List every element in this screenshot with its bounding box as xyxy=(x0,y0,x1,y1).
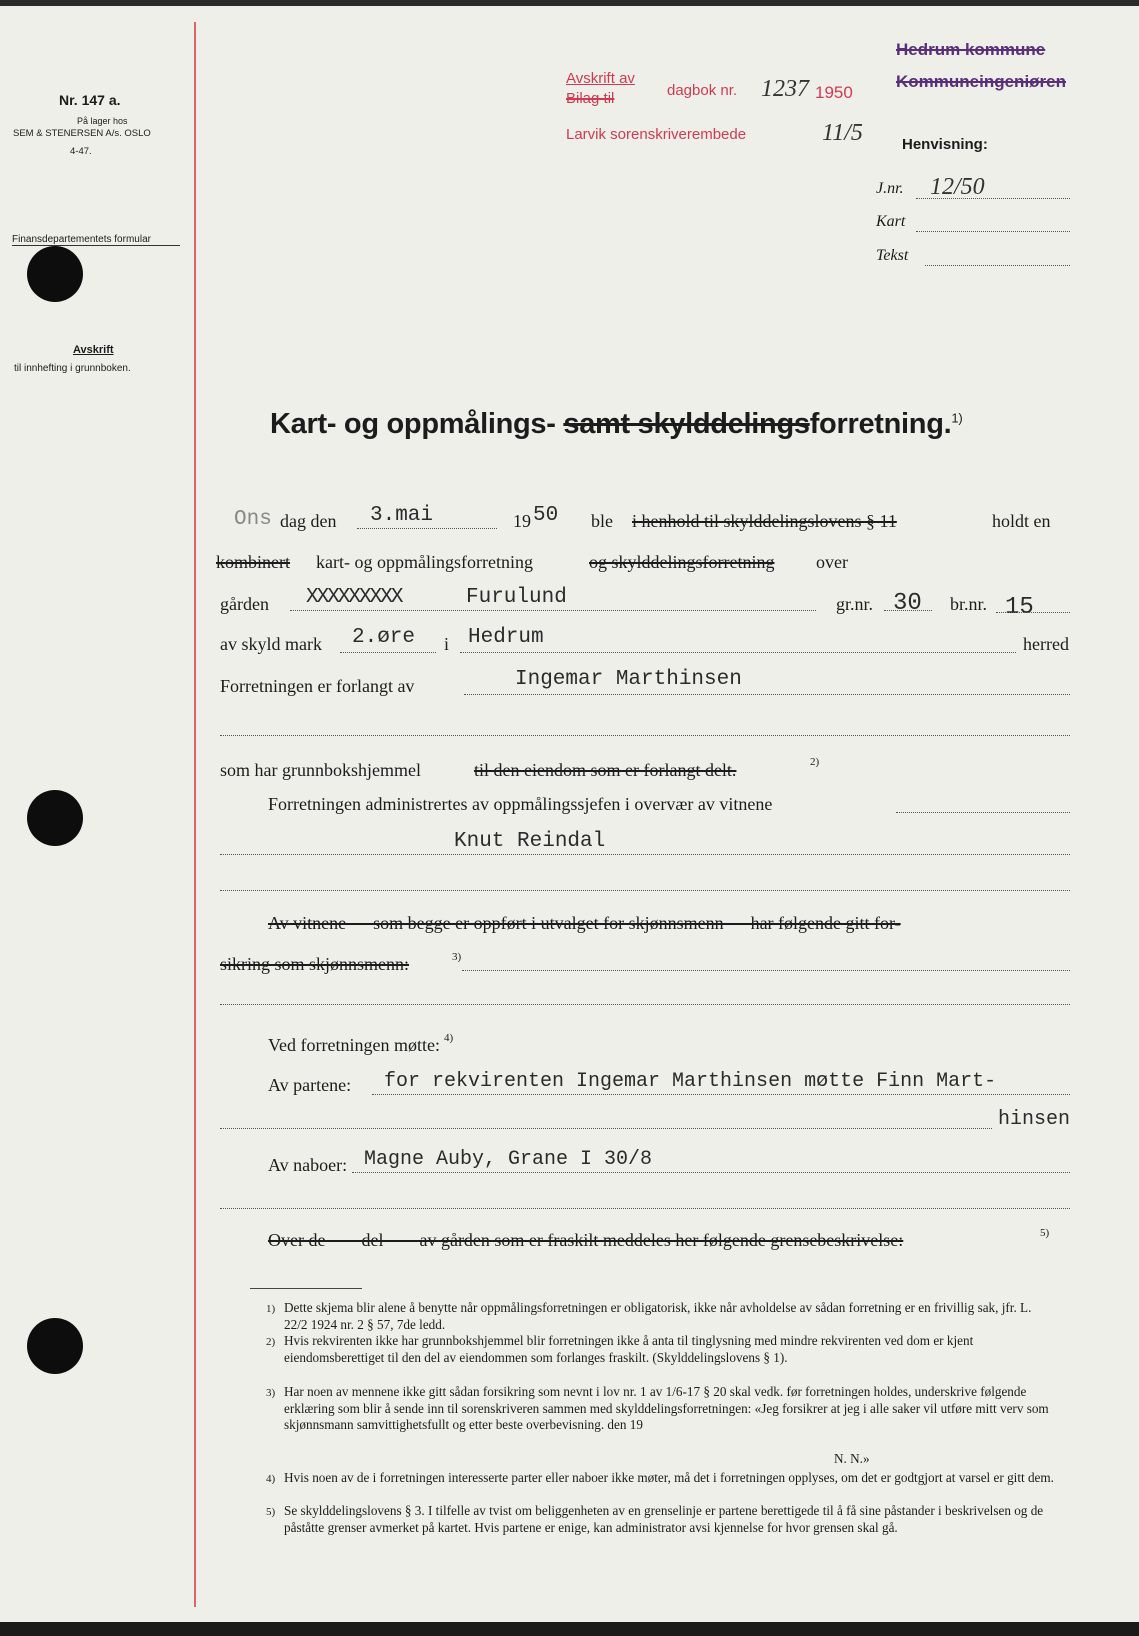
forlangt-label: Forretningen er forlangt av xyxy=(220,676,415,696)
skyld-value: 2.øre xyxy=(352,626,416,649)
brnr-value: 15 xyxy=(1005,594,1034,621)
year-prefix: 19 xyxy=(513,511,531,531)
brnr-label: br.nr. xyxy=(950,594,988,614)
struck-kombinert: kombinert xyxy=(216,552,290,572)
footnote-3-text: Har noen av mennene ikke gitt sådan forsikring som nevnt i lov nr. 1 av 1/6-17 § 20 skal vedk. før forretningen holdes, underskrive følgende erklæring som blir å sende inn til sorenskriveren sammen med skylddelingsforretningen: «Jeg forsikrer at jeg i alle saker vil utføre mitt verv som skjønnsmann samvittighetsfullt og etter beste overbevisning. den 19 xyxy=(284,1384,1049,1432)
grunnbok-struck: til den eiendom som er forlangt delt. xyxy=(474,760,737,780)
garden-label: gården xyxy=(220,594,269,614)
grnr-value: 30 xyxy=(893,590,922,617)
footnote-5-number: 5) xyxy=(266,1506,276,1518)
garden-xed-out: XXXXXXXXX xyxy=(306,586,402,609)
footnote-3-signature: N. N.» xyxy=(834,1451,870,1466)
year-suffix: 50 xyxy=(533,504,559,527)
kart-label: Kart xyxy=(876,213,906,230)
survey-type-label: kart- og oppmålingsforretning xyxy=(316,552,533,572)
motte-note: 4) xyxy=(444,1032,454,1044)
ministry-form-label: Finansdepartementets formular xyxy=(12,234,180,246)
stamp-dagbok-label: dagbok nr. xyxy=(667,82,738,99)
herred-label: herred xyxy=(1023,634,1069,654)
title-footnote-ref: 1) xyxy=(951,410,963,426)
footnote-4-text: Hvis noen av de i forretningen interesserte parter eller naboer ikke møter, må det i forretningen opplyses, om det er godtgjort at varsel er gitt dem. xyxy=(284,1470,1054,1485)
title-part-1: Kart- og oppmålings- xyxy=(270,408,556,440)
jnr-label: J.nr. xyxy=(876,180,904,197)
stamp-dagbok-year: 1950 xyxy=(815,83,853,102)
document-title xyxy=(270,408,962,441)
title-part-3: forretning. xyxy=(809,408,952,440)
i-label: i xyxy=(444,634,450,654)
forlangt-value: Ingemar Marthinsen xyxy=(515,668,742,691)
tekst-label: Tekst xyxy=(876,247,909,264)
date-value: 3.mai xyxy=(370,504,434,527)
naboer-value: Magne Auby, Grane I 30/8 xyxy=(364,1148,653,1171)
footnote-1-number: 1) xyxy=(266,1303,276,1315)
stamp-municipality: Hedrum kommune xyxy=(896,40,1046,59)
jnr-value: 12/50 xyxy=(930,174,985,200)
partene-value-continued: hinsen xyxy=(998,1108,1071,1131)
footnote-3-number: 3) xyxy=(266,1387,276,1399)
form-number: Nr. 147 a. xyxy=(59,92,121,108)
witness-value: Knut Reindal xyxy=(454,830,606,853)
punch-hole-bottom xyxy=(27,1318,83,1374)
grnr-label: gr.nr. xyxy=(836,594,874,614)
witness-paragraph-struck-1: Av vitnene — som begge er oppført i utvalget for skjønnsmenn — har følgende gitt for- xyxy=(268,913,901,933)
margin-rule xyxy=(194,22,196,1607)
stamp-dagbok-number: 1237 xyxy=(761,76,809,102)
title-struck-part: samt skylddelings xyxy=(563,408,810,440)
punch-hole-middle xyxy=(27,790,83,846)
stamp-engineer: Kommuneingeniøren xyxy=(896,72,1067,91)
grunnbok-label: som har grunnbokshjemmel xyxy=(220,760,421,780)
punch-hole-top xyxy=(27,246,83,302)
footnote-5-text: Se skylddelingslovens § 3. I tilfelle av tvist om beliggenheten av en grenselinje er partene berettigede til å få sine påstander i beskrivelsen og de påståtte grenser avmerket på kartet. Hvis partene er enige, kan administrator avsi kjennelse for hvor grensen skal gå. xyxy=(284,1503,1044,1535)
witness-paragraph-struck-2: sikring som skjønnsmenn: xyxy=(220,954,410,974)
stamp-office: Larvik sorenskriverembede xyxy=(566,126,747,143)
garden-value: Furulund xyxy=(466,586,567,609)
grunnbok-note: 2) xyxy=(810,756,820,768)
dag-den-label: dag den xyxy=(280,511,337,531)
witness-paragraph-note: 3) xyxy=(452,951,462,963)
herred-value: Hedrum xyxy=(468,626,544,649)
footnote-4-number: 4) xyxy=(266,1473,276,1485)
footnote-2-number: 2) xyxy=(266,1336,276,1348)
printer-line-1: På lager hos xyxy=(77,116,128,126)
motte-label: Ved forretningen møtte: xyxy=(268,1035,440,1055)
avskrift-subtitle: til innhefting i grunnboken. xyxy=(14,363,131,374)
struck-law-reference: i henhold til skylddelingslovens § 11 xyxy=(632,511,897,531)
page-bottom-edge xyxy=(0,1622,1139,1636)
stamp-avskrift-av: Avskrift av xyxy=(566,70,635,87)
reference-heading: Henvisning: xyxy=(902,136,988,153)
partene-label: Av partene: xyxy=(268,1075,352,1095)
boundary-description-note: 5) xyxy=(1040,1227,1050,1239)
skyld-label: av skyld mark xyxy=(220,634,322,654)
struck-skylddeling: og skylddelingsforretning xyxy=(589,552,775,572)
avskrift-heading: Avskrift xyxy=(73,344,114,356)
partene-value: for rekvirenten Ingemar Marthinsen møtte Finn Mart- xyxy=(384,1070,997,1093)
footnote-2-text: Hvis rekvirenten ikke har grunnbokshjemmel blir forretningen ikke å anta til tinglysning med mindre rekvirenten ved dom er kjent eiendomsberettiget til den del av eiendommen som forlanges fraskilt. (Skylddelingslovens § 1). xyxy=(284,1333,974,1365)
boundary-description-struck: Over de del av gården som er fraskilt meddeles her følgende grensebeskrivelse: xyxy=(268,1230,904,1250)
footnote-separator xyxy=(250,1288,362,1289)
footnote-1-text: Dette skjema blir alene å benytte når oppmålingsforretningen er obligatorisk, ikke når avholdelse av sådan forretning er en frivillig sak, jfr. L. 22/2 1924 nr. 2 § 57, 7de ledd. xyxy=(284,1300,1032,1332)
stamp-bilag-til: Bilag til xyxy=(566,90,615,107)
ble-label: ble xyxy=(591,511,613,531)
holdt-en-label: holdt en xyxy=(992,511,1051,531)
page-top-edge xyxy=(0,0,1139,6)
naboer-label: Av naboer: xyxy=(268,1155,348,1175)
weekday-value: Ons xyxy=(234,508,272,531)
over-label: over xyxy=(816,552,848,572)
stamp-office-date: 11/5 xyxy=(822,120,863,146)
printer-line-2: SEM & STENERSEN A/s. OSLO xyxy=(13,128,151,139)
printer-date: 4-47. xyxy=(70,146,92,157)
admin-text: Forretningen administrertes av oppmålingssjefen i overvær av vitnene xyxy=(268,794,773,814)
